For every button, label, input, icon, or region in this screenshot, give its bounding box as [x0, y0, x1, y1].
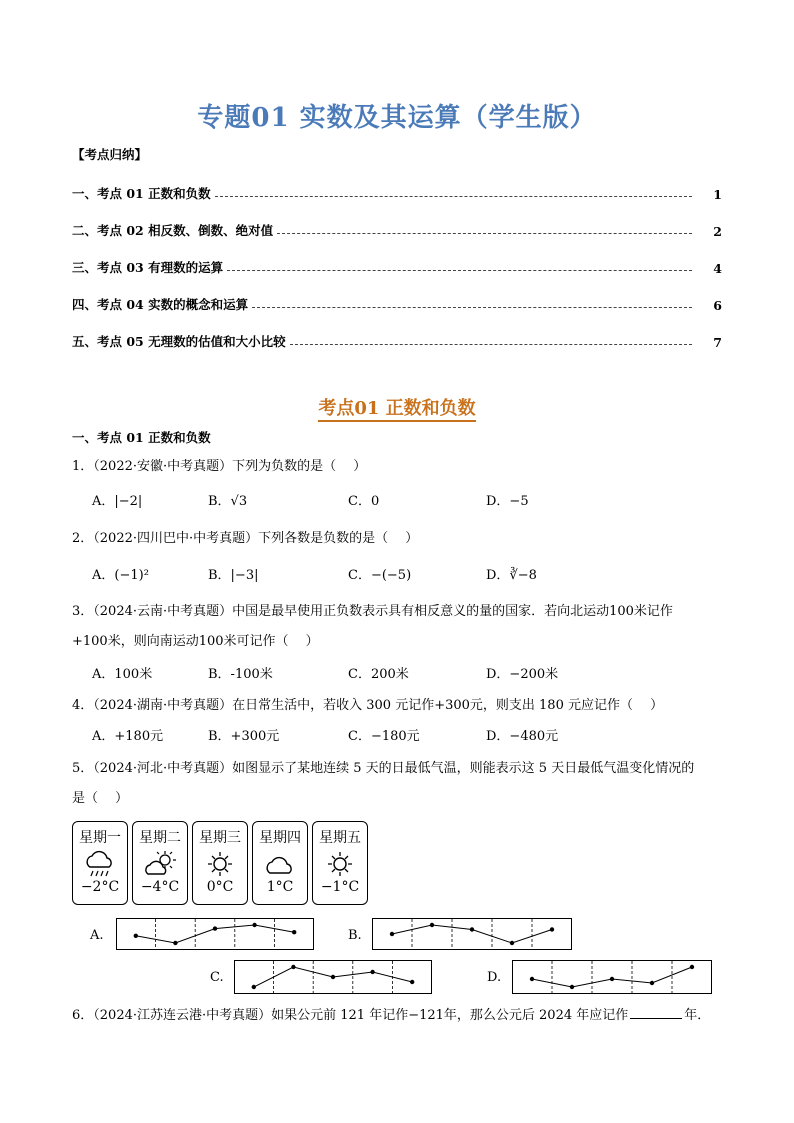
q6-stem-text: 6．（2024·江苏连云港·中考真题）如果公元前 121 年记作−121年，那么公元后 2024 年应记作 — [72, 1008, 629, 1023]
toc-leader — [227, 269, 692, 271]
q4-option-c[interactable]: C．−180元 — [348, 729, 420, 744]
weather-day: 星期四 — [259, 830, 301, 846]
toc-label: 二、考点 02 相反数、倒数、绝对值 — [72, 223, 274, 238]
weather-card-5 — [312, 821, 368, 905]
question-3-stem-line2: +100米，则向南运动100米可记作（ ） — [72, 634, 319, 649]
toc-item-3[interactable] — [72, 258, 722, 276]
q3-option-a[interactable]: A．100米 — [92, 667, 153, 682]
partly-sunny-icon — [133, 849, 187, 879]
chart-point — [134, 934, 138, 938]
toc-item-1[interactable] — [72, 184, 722, 202]
toc-page: 7 — [713, 335, 722, 350]
toc-label: 四、考点 04 实数的概念和运算 — [72, 297, 249, 312]
toc-leader — [215, 195, 692, 197]
q4-option-d[interactable]: D．−480元 — [486, 729, 559, 744]
q1-option-c[interactable]: C．0 — [348, 494, 380, 509]
toc-page: 6 — [713, 298, 722, 313]
q5-option-d-chart[interactable] — [512, 960, 712, 994]
q5-option-a-chart[interactable] — [116, 918, 314, 950]
q4-option-a[interactable]: A．+180元 — [92, 729, 164, 744]
cloud-icon — [253, 849, 307, 879]
q2-option-c[interactable]: C．−(−5) — [348, 568, 412, 583]
q6-stem-end: 年． — [684, 1008, 711, 1023]
chart-point — [510, 941, 514, 945]
toc-item-5[interactable] — [72, 332, 722, 350]
weather-temp: −1°C — [320, 879, 360, 895]
chart-point — [370, 970, 374, 974]
chart-frame — [117, 919, 314, 950]
sun-icon — [193, 849, 247, 879]
toc-leader — [290, 343, 692, 345]
chart-point — [530, 977, 534, 981]
chart-point — [570, 985, 574, 989]
q1-option-d[interactable]: D．−5 — [486, 494, 529, 509]
chart-point — [252, 923, 256, 927]
toc-page: 4 — [713, 261, 722, 276]
chart-point — [331, 975, 335, 979]
chart-point — [650, 981, 654, 985]
weather-temp: 1°C — [266, 879, 294, 895]
chart-point — [690, 965, 694, 969]
q5-option-a-label[interactable]: A. — [90, 928, 104, 943]
chart-frame — [373, 919, 572, 950]
question-5-stem-line2: 是（ ） — [72, 791, 129, 806]
toc-leader — [252, 306, 692, 308]
q4-option-b[interactable]: B．+300元 — [208, 729, 280, 744]
q2-option-a[interactable]: A．(−1)² — [92, 568, 149, 583]
toc-item-4[interactable] — [72, 295, 722, 313]
chart-point — [291, 965, 295, 969]
chart-point — [610, 977, 614, 981]
chart-point — [252, 985, 256, 989]
q5-option-c-chart[interactable] — [234, 960, 432, 994]
q2-option-d[interactable]: D．∛−8 — [486, 568, 537, 583]
weather-temp: −4°C — [140, 879, 180, 895]
q2-option-b[interactable]: B．|−3| — [208, 568, 259, 583]
toc-item-2[interactable] — [72, 221, 722, 239]
toc-label: 三、考点 03 有理数的运算 — [72, 260, 224, 275]
toc-page: 2 — [713, 224, 722, 239]
q6-answer-blank[interactable] — [630, 1006, 682, 1019]
weather-temp: 0°C — [206, 879, 234, 895]
chart-point — [550, 927, 554, 931]
question-4-stem: 4．（2024·湖南·中考真题）在日常生活中，若收入 300 元记作+300元，则支出 180 元应记作（ ） — [72, 698, 664, 713]
chart-point — [470, 927, 474, 931]
chart-point — [410, 980, 414, 984]
page-title: 专题01 实数及其运算（学生版） — [197, 103, 597, 133]
chart-point — [292, 930, 296, 934]
section-title: 考点01 正数和负数 — [0, 394, 794, 420]
toc-label: 五、考点 05 无理数的估值和大小比较 — [72, 334, 286, 349]
weather-card-1 — [72, 821, 128, 905]
weather-day: 星期一 — [79, 830, 121, 846]
summary-heading: 【考点归纳】 — [72, 147, 148, 162]
question-1-stem: 1．（2022·安徽·中考真题）下列为负数的是（ ） — [72, 459, 367, 474]
weather-day: 星期三 — [199, 830, 241, 846]
weather-card-4 — [252, 821, 308, 905]
q5-option-d-label[interactable]: D. — [487, 970, 502, 985]
q5-option-b-label[interactable]: B. — [348, 928, 362, 943]
q5-option-b-chart[interactable] — [372, 918, 572, 950]
weather-card-3 — [192, 821, 248, 905]
q3-option-d[interactable]: D．−200米 — [486, 667, 559, 682]
chart-point — [390, 932, 394, 936]
weather-day: 星期二 — [139, 830, 181, 846]
toc-leader — [277, 232, 692, 234]
question-2-stem: 2．（2022·四川巴中·中考真题）下列各数是负数的是（ ） — [72, 531, 419, 546]
q1-option-a[interactable]: A．|−2| — [92, 494, 143, 509]
question-5-stem-line1: 5．（2024·河北·中考真题）如图显示了某地连续 5 天的日最低气温，则能表示这 5 天日最低气温变化情况的 — [72, 761, 695, 776]
weather-temp: −2°C — [80, 879, 120, 895]
chart-point — [173, 941, 177, 945]
chart-point — [430, 923, 434, 927]
q3-option-b[interactable]: B．-100米 — [208, 667, 273, 682]
toc-label: 一、考点 01 正数和负数 — [72, 186, 211, 201]
question-6-stem — [72, 1004, 710, 1023]
weather-day: 星期五 — [319, 830, 361, 846]
sun-icon — [313, 849, 367, 879]
chart-point — [213, 926, 217, 930]
q5-option-c-label[interactable]: C. — [210, 970, 224, 985]
q3-option-c[interactable]: C．200米 — [348, 667, 409, 682]
toc-page: 1 — [713, 187, 722, 202]
q1-option-b[interactable]: B．√3 — [208, 494, 248, 509]
question-3-stem-line1: 3．（2024·云南·中考真题）中国是最早使用正负数表示具有相反意义的量的国家．若向北运动100米记作 — [72, 604, 673, 619]
rain-cloud-icon — [73, 849, 127, 879]
section-subheading: 一、考点 01 正数和负数 — [72, 430, 211, 445]
weather-card-2 — [132, 821, 188, 905]
